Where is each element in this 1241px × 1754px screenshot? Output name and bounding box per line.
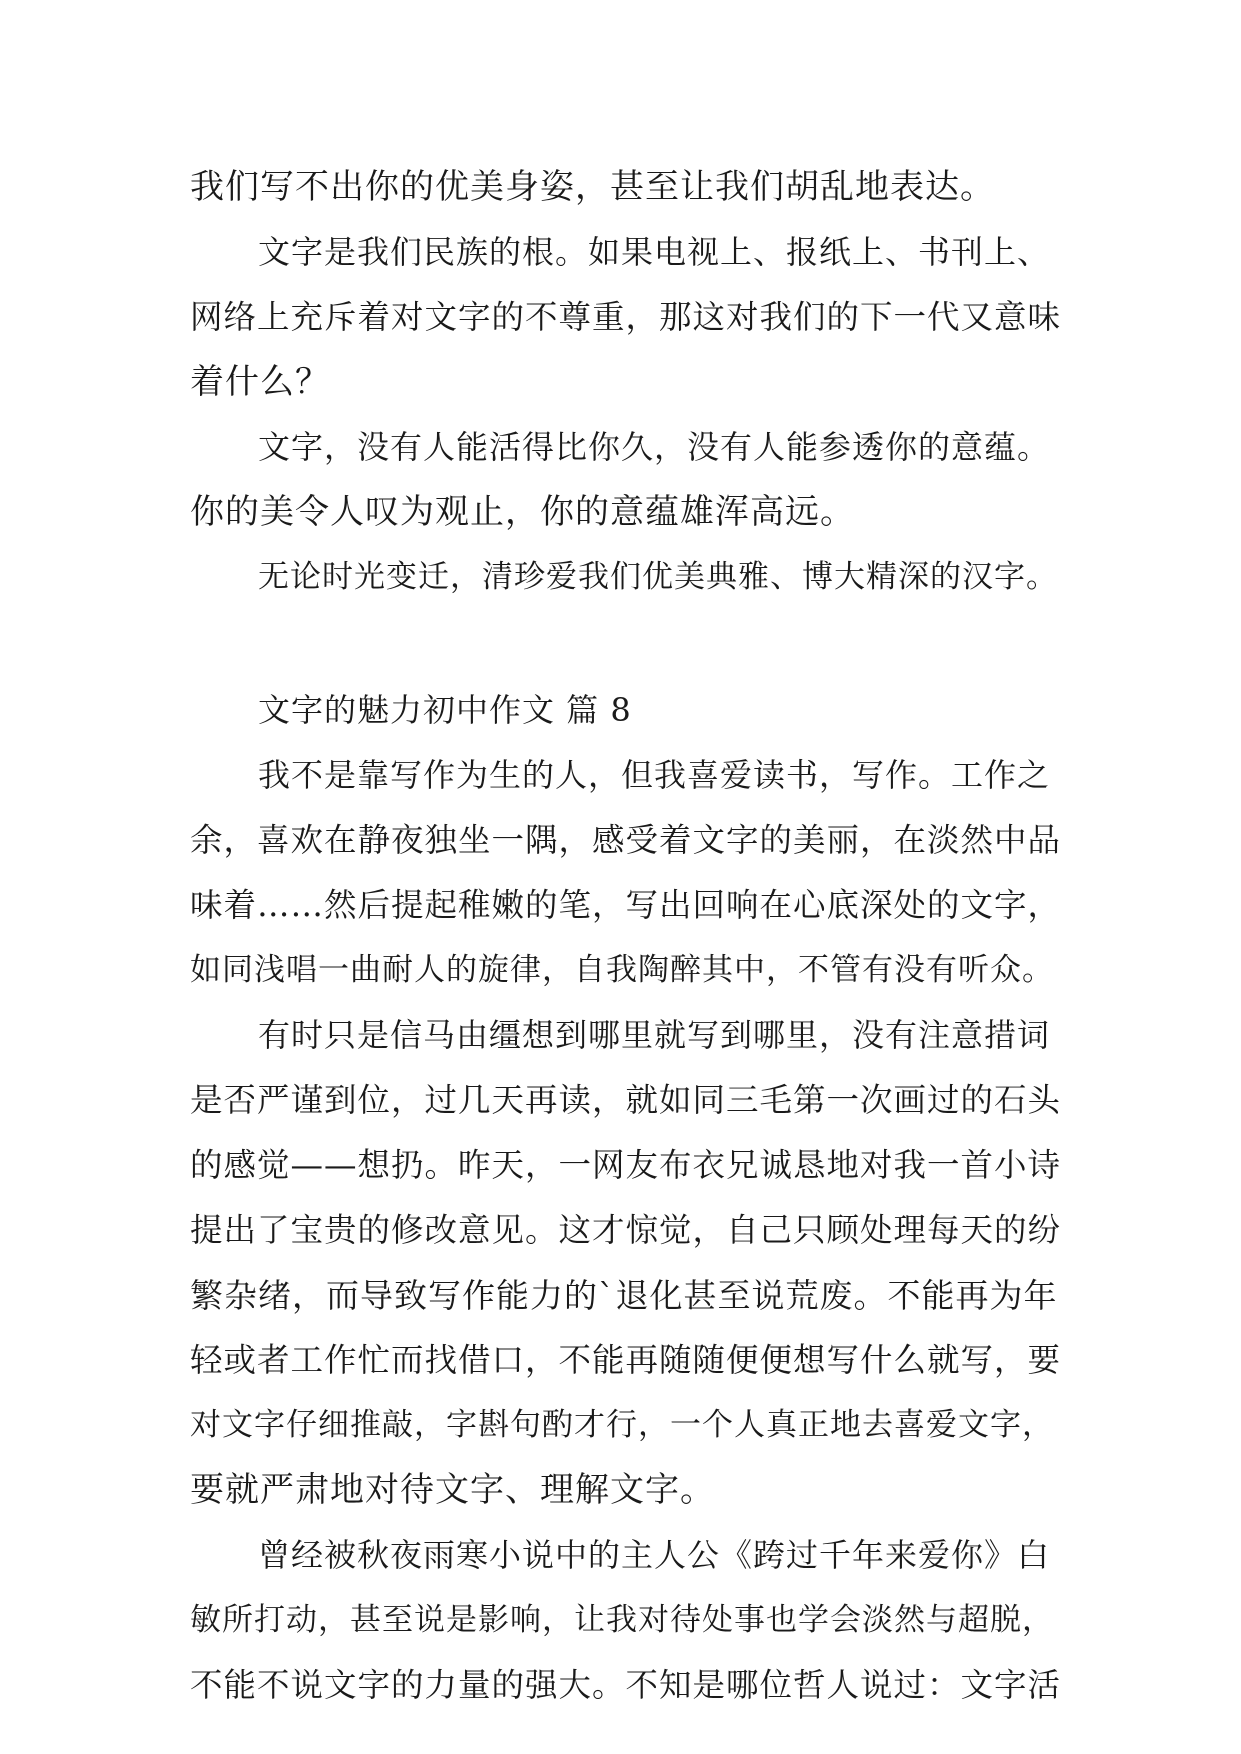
paragraph-line: 我们写不出你的优美身姿，甚至让我们胡乱地表达。	[190, 167, 995, 207]
paragraph-line: 我不是靠写作为生的人，但我喜爱读书，写作。工作之	[258, 756, 1051, 794]
paragraph-line: 是否严谨到位，过几天再读，就如同三毛第一次画过的石头	[190, 1081, 1062, 1119]
paragraph-line: 网络上充斥着对文字的不尊重，那这对我们的下一代又意味	[190, 298, 1062, 336]
paragraph-line: 你的美令人叹为观止，你的意蕴雄浑高远。	[190, 492, 855, 532]
paragraph-line: 轻或者工作忙而找借口，不能再随随便便想写什么就写，要	[190, 1341, 1062, 1379]
paragraph-line: 对文字仔细推敲，字斟句酌才行，一个人真正地去喜爱文字，	[190, 1407, 1054, 1443]
paragraph-line: 无论时光变迁，清珍爱我们优美典雅、博大精深的汉字。	[258, 559, 1058, 595]
paragraph-line: 敏所打动，甚至说是影响，让我对待处事也学会淡然与超脱，	[190, 1602, 1054, 1638]
paragraph-line: 味着……然后提起稚嫩的笔，写出回响在心底深处的文字，	[190, 886, 1062, 924]
section-heading: 文字的魅力初中作文 篇 8	[258, 691, 632, 729]
paragraph-line: 文字是我们民族的根。如果电视上、报纸上、书刊上、	[258, 233, 1051, 271]
paragraph-line: 曾经被秋夜雨寒小说中的主人公《跨过千年来爱你》白	[258, 1536, 1051, 1574]
section-spacer	[190, 610, 1060, 678]
document-body	[190, 155, 1060, 1718]
paragraph-line: 不能不说文字的力量的强大。不知是哪位哲人说过：文字活	[190, 1666, 1062, 1704]
paragraph-line: 繁杂绪，而导致写作能力的`退化甚至说荒废。不能再为年	[190, 1276, 1058, 1315]
paragraph-line: 文字，没有人能活得比你久，没有人能参透你的意蕴。	[258, 428, 1051, 466]
paragraph-line: 着什么？	[190, 362, 330, 402]
paragraph-line: 的感觉——想扔。昨天，一网友布衣兄诚恳地对我一首小诗	[190, 1146, 1062, 1184]
paragraph-line: 如同浅唱一曲耐人的旋律，自我陶醉其中，不管有没有听众。	[190, 952, 1054, 988]
paragraph-line: 有时只是信马由缰想到哪里就写到哪里，没有注意措词	[258, 1016, 1051, 1054]
paragraph-line: 余，喜欢在静夜独坐一隅，感受着文字的美丽，在淡然中品	[190, 821, 1062, 859]
paragraph-line: 提出了宝贵的修改意见。这才惊觉，自己只顾处理每天的纷	[190, 1211, 1062, 1249]
paragraph-line: 要就严肃地对待文字、理解文字。	[190, 1470, 715, 1510]
